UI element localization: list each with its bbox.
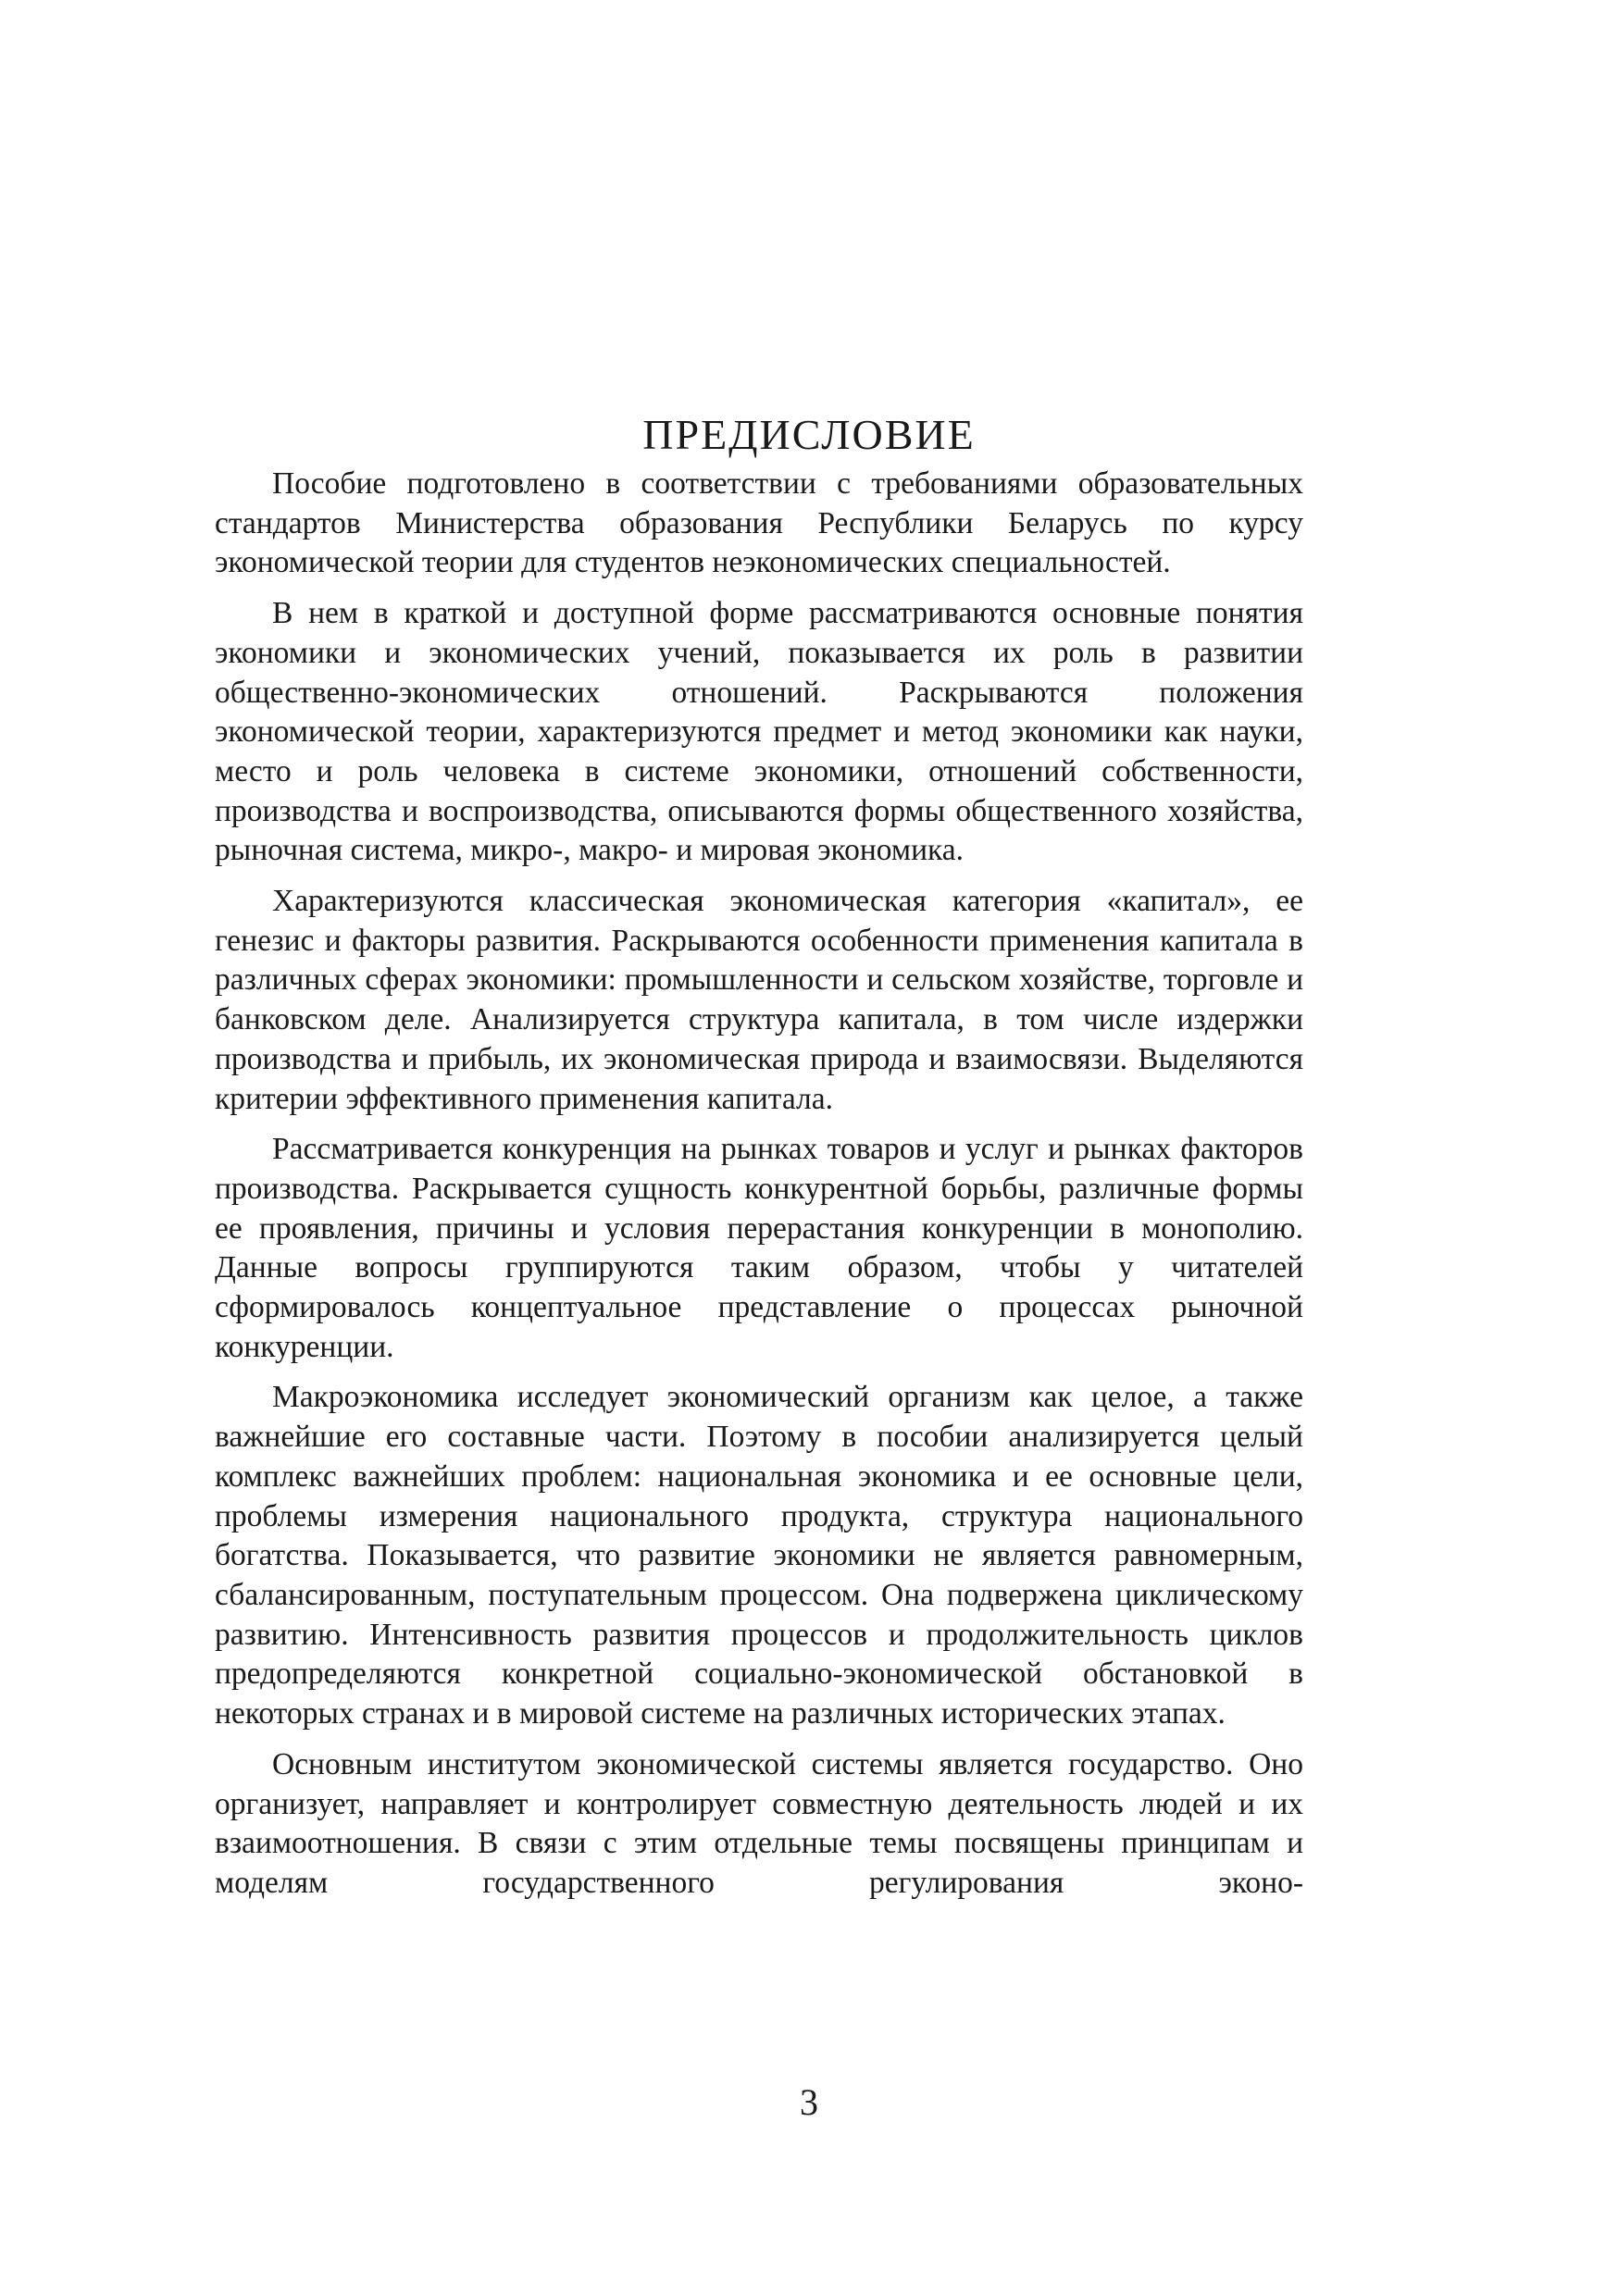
paragraph-1: Пособие подготовлено в соответствии с требованиями образовательных стандартов Министерства образования Республики Беларусь по курсу экономической теории для студентов неэкономических специальностей. (215, 466, 1303, 580)
page-number: 3 (800, 2081, 818, 2123)
paragraph-6: Основным институтом экономической системы является государство. Оно организует, направляет и контролирует совместную деятельность людей и их взаимоотношения. В связи с этим отдельные темы посвящены принципам и моделям государственного регулирования эконо- (215, 1746, 1303, 1900)
paragraph-3: Характеризуются классическая экономическая категория «капитал», ее генезис и факторы развития. Раскрываются особенности применения капитала в различных сферах экономики: промышленности и сельском хозяйстве, торговле и банковском деле. Анализируется структура капитала, в том числе издержки производства и прибыль, их экономическая природа и взаимосвязи. Выделяются критерии эффективного применения капитала. (215, 884, 1303, 1116)
paragraph-2: В нем в краткой и доступной форме рассматриваются основные понятия экономики и экономических учений, показывается их роль в развитии общественно-экономических отношений. Раскрываются положения экономической теории, характеризуются предмет и метод экономики как науки, место и роль человека в системе экономики, отношений собственности, производства и воспроизводства, описываются формы общественного хозяйства, рыночная система, микро-, макро- и мировая экономика. (215, 596, 1303, 868)
paragraph-5: Макроэкономика исследует экономический организм как целое, а также важнейшие его составные части. Поэтому в пособии анализируется целый комплекс важнейших проблем: национальная экономика и ее основные цели, проблемы измерения национального продукта, структура национального богатства. Показывается, что развитие экономики не является равномерным, сбалансированным, поступательным процессом. Она подвержена циклическому развитию. Интенсивность развития процессов и продолжительность циклов предопределяются конкретной социально-экономической обстановкой в некоторых странах и в мировой системе на различных исторических этапах. (215, 1380, 1303, 1731)
paragraph-4: Рассматривается конкуренция на рынках товаров и услуг и рынках факторов производства. Раскрывается сущность конкурентной борьбы, различные формы ее проявления, причины и условия перерастания конкуренции в монополию. Данные вопросы группируются таким образом, чтобы у читателей сформировалось концептуальное представление о процессах рыночной конкуренции. (215, 1132, 1303, 1364)
page-title: ПРЕДИСЛОВИЕ (642, 410, 976, 458)
body-text (215, 465, 1303, 1915)
